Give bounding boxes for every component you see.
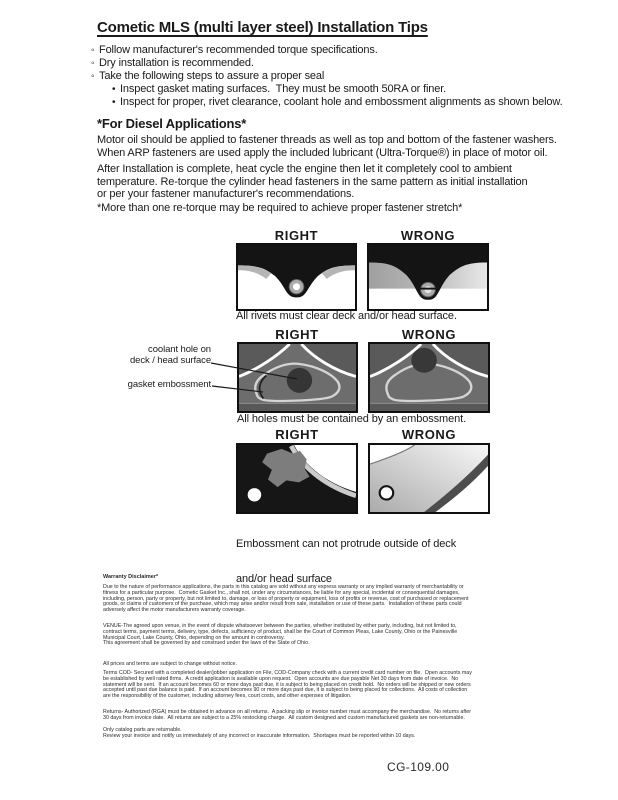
page-number: CG-109.00 — [387, 760, 450, 774]
list-item: • Inspect gasket mating surfaces. They must be smooth 50RA or finer. — [112, 83, 447, 95]
coolant-hole-callout: coolant hole on deck / head surface — [129, 344, 211, 366]
embossment-diagram-wrong — [368, 342, 490, 413]
wrong-label-row1: WRONG — [400, 228, 456, 243]
rivet-diagram-wrong — [367, 243, 489, 311]
rivet-wrong-svg — [369, 245, 487, 309]
embossment-diagram-right — [237, 342, 358, 413]
returns-paragraph: Returns- Authorized (RGA) must be obtained in advance on all returns. A packing slip or invoice number must accompany the merchandise. No returns after 30 days from invoice date. All returns are subject to a 25% restocking charge. All custom designed and custom manufactured gaskets are non-returnable. — [103, 709, 472, 721]
prices-terms-note: All prices and terms are subject to change without notice. — [103, 661, 237, 667]
warranty-disclaimer-heading: Warranty Disclaimer* — [103, 574, 159, 580]
wrong-label-row2: WRONG — [401, 327, 457, 342]
protrusion-right-svg — [238, 445, 356, 512]
row3-caption: Embossment can not protrude outside of deck and/or head surface — [236, 538, 457, 585]
venue-paragraph: VENUE-The agreed upon venue, in the event of dispute whatsoever between the parties, whether instituted by either party, including, but not limited to, contract terms, payment terms, delivery, type, defects, sufficiency of product, shall be the Court of Common Pleas, Lake County, Ohio or the Painesville Municipal Court, Lake County, Ohio, depending on the amount in controversy. This agreement shall be governed by and construed under the laws of the State of Ohio. — [103, 623, 458, 647]
list-item: ◦ Dry installation is recommended. — [91, 57, 254, 69]
bullet-icon: ◦ — [91, 58, 95, 69]
protrusion-diagram-wrong — [368, 443, 490, 514]
list-item: ◦ Follow manufacturer's recommended torque specifications. — [91, 44, 378, 56]
wrong-label-row3: WRONG — [401, 427, 457, 442]
retorque-note: *More than one re-torque may be required to achieve proper fastener stretch* — [97, 202, 463, 214]
warranty-paragraph: Due to the nature of performance applications, the parts in this catalog are sold without any express warranty or any implied warranty of merchantability or fitness for a particular purpose. Cometic Gasket Inc., shall not, under any circumstances, be liable for any special, incidental or consequential damages, including, person, party or property, but not limited to, damage, or loss of property or equipment, loss of profits or revenue, cost of purchased or replacement goods, or claims of customers of the purchase, which may arise and/or result from sale, installation or use of these parts. Installation of these parts could adversely affect the motor manufacturers warranty coverage. — [103, 584, 469, 614]
diesel-paragraph-2: After Installation is complete, heat cycle the engine then let it completely cool to ambient temperature. Re-torque the cylinder head fasteners in the same pattern as initial installation or per your fastener manufacturer's recommendations. — [97, 163, 528, 201]
row2-caption: All holes must be contained by an embossment. — [237, 413, 467, 425]
right-label-row1: RIGHT — [274, 228, 319, 243]
diesel-paragraph-1: Motor oil should be applied to fastener threads as well as top and bottom of the fastener washers. When ARP fasteners are used apply the included lubricant (Ultra-Torque®) in place of motor oil. — [97, 134, 557, 159]
list-item: ◦ Take the following steps to assure a proper seal — [91, 70, 325, 82]
diesel-section-heading: *For Diesel Applications* — [97, 116, 247, 131]
right-label-row2: RIGHT — [275, 327, 319, 342]
bullet-icon: ◦ — [91, 71, 95, 82]
list-item: • Inspect for proper, rivet clearance, coolant hole and embossment alignments as shown below. — [112, 96, 563, 108]
page-title: Cometic MLS (multi layer steel) Installation Tips — [97, 19, 428, 36]
protrusion-wrong-svg — [370, 445, 488, 512]
bullet-icon: • — [112, 84, 116, 95]
right-label-row3: RIGHT — [275, 427, 319, 442]
bullet-icon: ◦ — [91, 45, 95, 56]
gasket-embossment-callout: gasket embossment — [127, 379, 211, 390]
rivet-right-svg — [238, 245, 355, 309]
protrusion-diagram-right — [236, 443, 358, 514]
terms-cod-paragraph: Terms COD- Secured with a completed dealer/jobber application on File, COD-Company check with a current credit card number on file. Open accounts may be established by well rated firms. A credit application is available upon request. Open accounts are due payable Net 30 days from date of invoice. No statement will be sent. If an account becomes 60 or more days past due, it is subject to being placed on credit hold. No orders will be shipped or new orders accepted until past due balance is paid. If an account becomes 90 or more days past due, it is subject to being placed for collections. All costs of collection are the responsibility of the customer, including attorney fees, court costs, and other expenses of litigation. — [103, 670, 472, 700]
embossment-wrong-svg — [370, 344, 488, 411]
rivet-diagram-right — [236, 243, 357, 311]
row1-caption: All rivets must clear deck and/or head surface. — [236, 310, 457, 322]
bullet-icon: • — [112, 97, 116, 108]
installation-tips-list — [91, 44, 563, 109]
catalog-returns-note: Only catalog parts are returnable. Review your invoice and notify us immediately of any incorrect or inaccurate information. Shortages must be reported within 10 days. — [103, 727, 416, 739]
embossment-right-svg — [239, 344, 356, 411]
